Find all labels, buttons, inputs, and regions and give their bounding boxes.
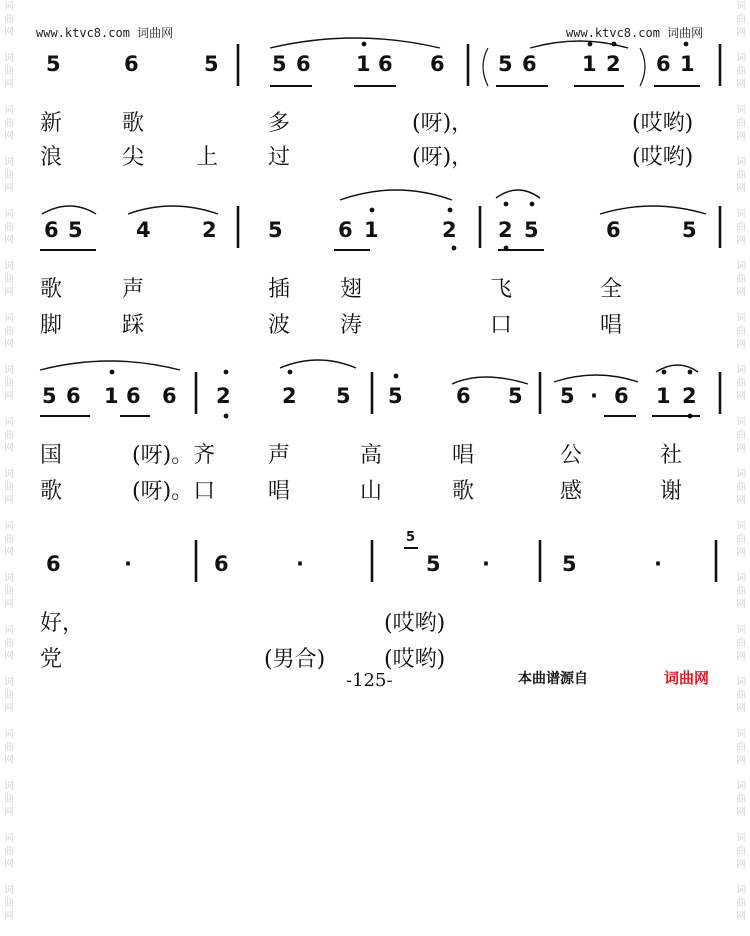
- watermark-glyph: 词: [4, 1, 14, 12]
- note: 6: [126, 384, 141, 408]
- note: 1: [680, 52, 695, 76]
- watermark-glyph: 曲: [736, 14, 746, 25]
- watermark-glyph: 网: [736, 495, 746, 506]
- grace-note-bar: [404, 547, 418, 549]
- lyric: 口: [490, 313, 513, 338]
- watermark-gap: [2, 871, 16, 884]
- note: ·: [654, 552, 662, 576]
- watermark-glyph: 词: [4, 625, 14, 636]
- watermark-glyph: 词: [736, 365, 746, 376]
- watermark-glyph: 网: [736, 651, 746, 662]
- watermark-glyph: 网: [4, 755, 14, 766]
- watermark-glyph: 词: [736, 885, 746, 896]
- lyric: 全: [600, 277, 623, 302]
- watermark-glyph: 词: [4, 729, 14, 740]
- note: 5: [68, 218, 83, 242]
- watermark-glyph: 词: [736, 1, 746, 12]
- watermark-glyph: 曲: [736, 170, 746, 181]
- watermark-glyph: 词: [736, 781, 746, 792]
- watermark-glyph: 词: [4, 833, 14, 844]
- note: ·: [124, 552, 132, 576]
- note: 2: [442, 218, 457, 242]
- watermark-glyph: 网: [736, 183, 746, 194]
- watermark-glyph: 词: [736, 313, 746, 324]
- note: 1: [582, 52, 597, 76]
- watermark-glyph: 曲: [736, 430, 746, 441]
- watermark-glyph: 网: [736, 79, 746, 90]
- watermark-glyph: 曲: [736, 326, 746, 337]
- note: 2: [498, 218, 513, 242]
- watermark-glyph: 曲: [4, 586, 14, 597]
- watermark-glyph: 网: [4, 27, 14, 38]
- watermark-glyph: 曲: [736, 274, 746, 285]
- note: 5: [508, 384, 523, 408]
- watermark-glyph: 词: [736, 469, 746, 480]
- lyric: 踩: [122, 313, 145, 338]
- watermark-glyph: 曲: [736, 846, 746, 857]
- note: 5: [46, 52, 61, 76]
- watermark-gap: [734, 923, 748, 936]
- lyric: (哎哟): [384, 611, 446, 636]
- watermark-glyph: 曲: [4, 14, 14, 25]
- lyric: (呀)，: [412, 145, 474, 170]
- lyric: 歌: [122, 111, 145, 136]
- note: 6: [378, 52, 393, 76]
- note: 6: [656, 52, 671, 76]
- watermark-glyph: 曲: [4, 326, 14, 337]
- watermark-glyph: 网: [736, 131, 746, 142]
- octave-dots: [110, 42, 693, 419]
- watermark-glyph: 网: [736, 235, 746, 246]
- watermark-glyph: 词: [4, 53, 14, 64]
- watermark-glyph: 曲: [736, 222, 746, 233]
- lyric: (哎哟): [632, 145, 694, 170]
- lyric: 唱: [600, 313, 623, 338]
- note: 6: [162, 384, 177, 408]
- note: 2: [216, 384, 231, 408]
- watermark-glyph: 曲: [4, 66, 14, 77]
- lyric: 过: [268, 145, 291, 170]
- note: 1: [656, 384, 671, 408]
- lyric: 声: [122, 277, 145, 302]
- watermark-glyph: 网: [4, 599, 14, 610]
- lyric: 飞: [490, 277, 513, 302]
- watermark-glyph: 词: [4, 313, 14, 324]
- watermark-glyph: 词: [736, 417, 746, 428]
- watermark-glyph: 词: [4, 677, 14, 688]
- note: 2: [202, 218, 217, 242]
- watermark-glyph: 词: [4, 157, 14, 168]
- lyric: 歌: [40, 479, 63, 504]
- lyric: (呀)。口: [132, 479, 216, 504]
- watermark-gap: [2, 715, 16, 728]
- lyric: 涛: [340, 313, 363, 338]
- watermark-glyph: 曲: [4, 534, 14, 545]
- watermark-glyph: 词: [4, 885, 14, 896]
- note: 5: [42, 384, 57, 408]
- note: 6: [124, 52, 139, 76]
- watermark-glyph: 曲: [4, 690, 14, 701]
- lyric: 新: [40, 111, 63, 136]
- watermark-glyph: 网: [4, 651, 14, 662]
- watermark-glyph: 网: [4, 703, 14, 714]
- lyric: 社: [660, 443, 683, 468]
- lyric: 声: [268, 443, 291, 468]
- watermark-glyph: 词: [736, 157, 746, 168]
- lyric: (哎哟): [384, 647, 446, 672]
- watermark-glyph: 词: [736, 573, 746, 584]
- note: 2: [282, 384, 297, 408]
- watermark-glyph: 词: [736, 209, 746, 220]
- watermark-glyph: 网: [4, 495, 14, 506]
- watermark-glyph: 词: [4, 573, 14, 584]
- lyric: 歌: [40, 277, 63, 302]
- lyric: 波: [268, 313, 291, 338]
- watermark-url-left: www.ktvc8.com 词曲网: [36, 26, 174, 40]
- note: 5: [562, 552, 577, 576]
- note: 6: [606, 218, 621, 242]
- note: 5: [426, 552, 441, 576]
- watermark-glyph: 曲: [4, 222, 14, 233]
- watermark-glyph: 网: [736, 547, 746, 558]
- watermark-glyph: 网: [4, 79, 14, 90]
- lyric: 公: [560, 443, 583, 468]
- watermark-glyph: 词: [4, 469, 14, 480]
- watermark-glyph: 网: [4, 547, 14, 558]
- watermark-gap: [2, 923, 16, 936]
- watermark-url-right: www.ktvc8.com 词曲网: [566, 26, 704, 40]
- note: 2: [682, 384, 697, 408]
- watermark-glyph: 曲: [736, 534, 746, 545]
- note: 5: [268, 218, 283, 242]
- watermark-glyph: 网: [736, 703, 746, 714]
- note: 5: [272, 52, 287, 76]
- lyric: 好，: [40, 611, 85, 636]
- watermark-glyph: 曲: [736, 742, 746, 753]
- lyric: (呀)，: [412, 111, 474, 136]
- lyric: 唱: [268, 479, 291, 504]
- watermark-glyph: 曲: [4, 846, 14, 857]
- lyric: 感: [560, 479, 583, 504]
- note: ·: [482, 552, 490, 576]
- lyric: 上: [196, 145, 219, 170]
- page-number: -125-: [346, 670, 393, 691]
- watermark-glyph: 网: [736, 755, 746, 766]
- watermark-glyph: 网: [4, 911, 14, 922]
- note: 1: [356, 52, 371, 76]
- watermark-glyph: 曲: [736, 378, 746, 389]
- watermark-glyph: 网: [736, 339, 746, 350]
- watermark-gap: [734, 819, 748, 832]
- watermark-glyph: 曲: [736, 638, 746, 649]
- grace-note: 5: [406, 530, 416, 545]
- watermark-glyph: 曲: [4, 170, 14, 181]
- note: 5: [498, 52, 513, 76]
- watermark-gap: [2, 767, 16, 780]
- note: 2: [606, 52, 621, 76]
- note: ·: [590, 384, 598, 408]
- lyric: 高: [360, 443, 383, 468]
- lyric: 党: [40, 647, 63, 672]
- brand-logo: 词曲网: [664, 669, 710, 687]
- watermark-glyph: 网: [4, 131, 14, 142]
- note: 1: [364, 218, 379, 242]
- watermark-glyph: 曲: [4, 430, 14, 441]
- watermark-glyph: 词: [736, 625, 746, 636]
- watermark-gap: [734, 871, 748, 884]
- note: 5: [560, 384, 575, 408]
- watermark-glyph: 网: [4, 807, 14, 818]
- watermark-gap: [734, 715, 748, 728]
- watermark-glyph: 词: [736, 53, 746, 64]
- watermark-glyph: 曲: [736, 66, 746, 77]
- lyric: 谢: [660, 479, 683, 504]
- watermark-glyph: 网: [736, 599, 746, 610]
- watermark-glyph: 曲: [736, 482, 746, 493]
- watermark-glyph: 词: [736, 729, 746, 740]
- lyric: 插: [268, 277, 291, 302]
- watermark-glyph: 词: [736, 677, 746, 688]
- watermark-glyph: 曲: [736, 118, 746, 129]
- watermark-glyph: 词: [4, 365, 14, 376]
- watermark-glyph: 网: [736, 911, 746, 922]
- watermark-glyph: 网: [4, 859, 14, 870]
- lyric: 山: [360, 479, 383, 504]
- watermark-glyph: 曲: [4, 638, 14, 649]
- lyric: 歌: [452, 479, 475, 504]
- watermark-glyph: 网: [736, 859, 746, 870]
- watermark-glyph: 网: [736, 443, 746, 454]
- watermark-glyph: 曲: [736, 898, 746, 909]
- note: 6: [522, 52, 537, 76]
- note: 5: [682, 218, 697, 242]
- note: 6: [296, 52, 311, 76]
- lyric: 翅: [340, 277, 363, 302]
- watermark-glyph: 网: [4, 183, 14, 194]
- note: 6: [66, 384, 81, 408]
- lyric: 国: [40, 443, 63, 468]
- watermark-glyph: 网: [736, 391, 746, 402]
- watermark-glyph: 曲: [4, 794, 14, 805]
- lyric: (呀)。齐: [132, 443, 216, 468]
- source-label: 本曲谱源自: [518, 671, 588, 687]
- note: 6: [338, 218, 353, 242]
- lyric: 唱: [452, 443, 475, 468]
- watermark-glyph: 曲: [4, 742, 14, 753]
- note: 6: [214, 552, 229, 576]
- lyric: 脚: [40, 313, 63, 338]
- watermark-glyph: 网: [4, 391, 14, 402]
- watermark-glyph: 曲: [4, 898, 14, 909]
- watermark-glyph: 词: [4, 209, 14, 220]
- watermark-glyph: 曲: [736, 586, 746, 597]
- lyric: 尖: [122, 145, 145, 170]
- note: 5: [524, 218, 539, 242]
- watermark-glyph: 曲: [4, 482, 14, 493]
- note: 5: [336, 384, 351, 408]
- watermark-glyph: 曲: [4, 118, 14, 129]
- watermark-glyph: 词: [4, 781, 14, 792]
- note: 5: [204, 52, 219, 76]
- lyric: 浪: [40, 145, 63, 170]
- watermark-glyph: 词: [4, 521, 14, 532]
- watermark-glyph: 词: [4, 105, 14, 116]
- watermark-glyph: 曲: [736, 794, 746, 805]
- lyric: 多: [268, 111, 291, 136]
- watermark-glyph: 网: [4, 287, 14, 298]
- watermark-glyph: 网: [736, 807, 746, 818]
- note: 1: [104, 384, 119, 408]
- watermark-glyph: 曲: [4, 274, 14, 285]
- watermark-glyph: 网: [736, 27, 746, 38]
- watermark-glyph: 曲: [4, 378, 14, 389]
- watermark-glyph: 网: [4, 235, 14, 246]
- watermark-glyph: 词: [736, 261, 746, 272]
- watermark-glyph: 词: [4, 261, 14, 272]
- watermark-glyph: 词: [4, 417, 14, 428]
- watermark-glyph: 网: [4, 443, 14, 454]
- lyric: (男合): [264, 647, 326, 672]
- watermark-glyph: 曲: [736, 690, 746, 701]
- note: 6: [44, 218, 59, 242]
- note: ·: [296, 552, 304, 576]
- lyric: (哎哟): [632, 111, 694, 136]
- watermark-glyph: 词: [736, 833, 746, 844]
- watermark-glyph: 词: [736, 521, 746, 532]
- watermark-glyph: 网: [736, 287, 746, 298]
- watermark-gap: [734, 767, 748, 780]
- watermark-glyph: 网: [4, 339, 14, 350]
- note: 4: [136, 218, 151, 242]
- note: 6: [456, 384, 471, 408]
- note: 6: [46, 552, 61, 576]
- watermark-gap: [2, 819, 16, 832]
- note: 5: [388, 384, 403, 408]
- watermark-glyph: 词: [736, 105, 746, 116]
- note: 6: [614, 384, 629, 408]
- note: 6: [430, 52, 445, 76]
